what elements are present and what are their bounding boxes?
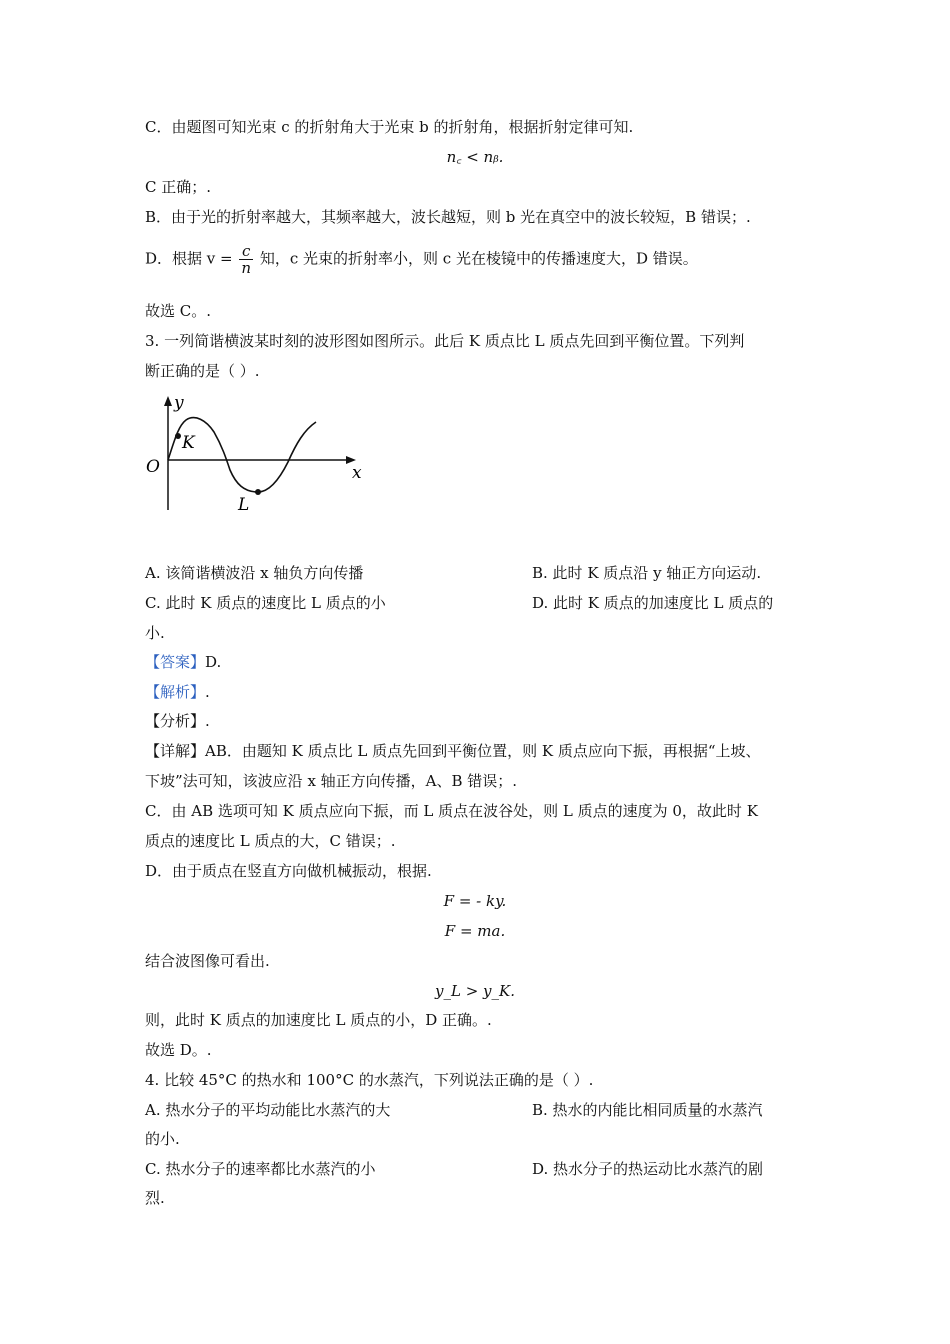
- k-label: K: [182, 433, 195, 453]
- q3-option-b: B. 此时 K 质点沿 y 轴正方向运动.: [532, 564, 762, 582]
- text-b-option: B．由于光的折射率越大，其频率越大，波长越短，则 b 光在真空中的波长较短，B 错误；.: [145, 208, 751, 226]
- detail-text-1: AB．由题知 K 质点比 L 质点先回到平衡位置，则 K 质点应向下振，再根据“上坡、: [205, 742, 761, 760]
- q4-option-b: B. 热水的内能比相同质量的水蒸汽: [532, 1101, 763, 1119]
- q3-option-c: C. 此时 K 质点的速度比 L 质点的小: [145, 594, 386, 612]
- detail-line-2: 下坡”法可知，该波应沿 x 轴正方向传播，A、B 错误；.: [145, 772, 518, 790]
- analysis-value: .: [205, 683, 210, 701]
- answer-line: [145, 651, 221, 673]
- text-c-correct: C 正确；.: [145, 178, 212, 196]
- l-label: L: [238, 495, 250, 515]
- fenxi-line: 【分析】.: [145, 712, 210, 730]
- q4-option-c: C. 热水分子的速率都比水蒸汽的小: [145, 1160, 376, 1178]
- text-choose-c: 故选 C。.: [145, 302, 212, 320]
- analysis-label: 【解析】: [145, 683, 206, 701]
- equation-f-ma: F = ma.: [444, 922, 506, 940]
- text-d-pre: D．根据 v =: [145, 249, 233, 268]
- analysis-line: [145, 681, 210, 703]
- q3-option-d: D. 此时 K 质点的加速度比 L 质点的: [532, 594, 774, 612]
- detail-label: 【详解】: [145, 742, 206, 760]
- equation-f-ky: F = - ky.: [443, 892, 507, 910]
- q4-line: 4. 比较 45°C 的热水和 100°C 的水蒸汽，下列说法正确的是（ ）.: [145, 1071, 594, 1089]
- answer-value: D.: [205, 653, 222, 671]
- wave-figure: [140, 392, 380, 522]
- text-c-option: C．由题图可知光束 c 的折射角大于光束 b 的折射角，根据折射定律可知.: [145, 118, 634, 136]
- q4-option-d-cont: 烈.: [145, 1189, 165, 1207]
- detail-line-5: D．由于质点在竖直方向做机械振动，根据.: [145, 862, 432, 880]
- text-choose-d: 故选 D。.: [145, 1041, 212, 1059]
- y-axis-arrow: [164, 396, 172, 406]
- q3-line2: 断正确的是（ ）.: [145, 362, 260, 380]
- q3-line1: 3. 一列简谐横波某时刻的波形图如图所示。此后 K 质点比 L 质点先回到平衡位置。下列判: [145, 332, 745, 350]
- text-d-option: [145, 243, 698, 276]
- x-axis-label: x: [352, 463, 362, 483]
- detail-line-3: C．由 AB 选项可知 K 质点应向下振，而 L 质点在波谷处，则 L 质点的速度为 0，故此时 K: [145, 802, 758, 820]
- answer-label: 【答案】: [145, 653, 206, 671]
- fraction-denominator: n: [241, 259, 252, 277]
- equation-nc-nb: n꜀ < nᵦ.: [446, 148, 504, 166]
- q4-option-b-cont: 的小.: [145, 1130, 180, 1148]
- fraction-c-over-n: [239, 243, 253, 276]
- detail-line-7: 则，此时 K 质点的加速度比 L 质点的小，D 正确。.: [145, 1011, 492, 1029]
- text-d-post: 知，c 光束的折射率小，则 c 光在棱镜中的传播速度大，D 错误。: [259, 249, 698, 268]
- q4-option-d: D. 热水分子的热运动比水蒸汽的剧: [532, 1160, 764, 1178]
- equation-yl-yk: y_L > y_K.: [435, 982, 515, 1000]
- q3-option-d-cont: 小.: [145, 624, 165, 642]
- q3-option-a: A. 该简谐横波沿 x 轴负方向传播: [145, 564, 364, 582]
- y-axis-label: y: [174, 393, 184, 413]
- detail-line-1: [145, 740, 761, 762]
- origin-label: O: [146, 457, 160, 477]
- detail-line-6: 结合波图像可看出.: [145, 952, 270, 970]
- point-k: [175, 433, 181, 439]
- wave-curve: [168, 418, 316, 492]
- point-l: [255, 489, 261, 495]
- fraction-numerator: c: [239, 243, 253, 260]
- q4-option-a: A. 热水分子的平均动能比水蒸汽的大: [145, 1101, 391, 1119]
- detail-line-4: 质点的速度比 L 质点的大，C 错误；.: [145, 832, 396, 850]
